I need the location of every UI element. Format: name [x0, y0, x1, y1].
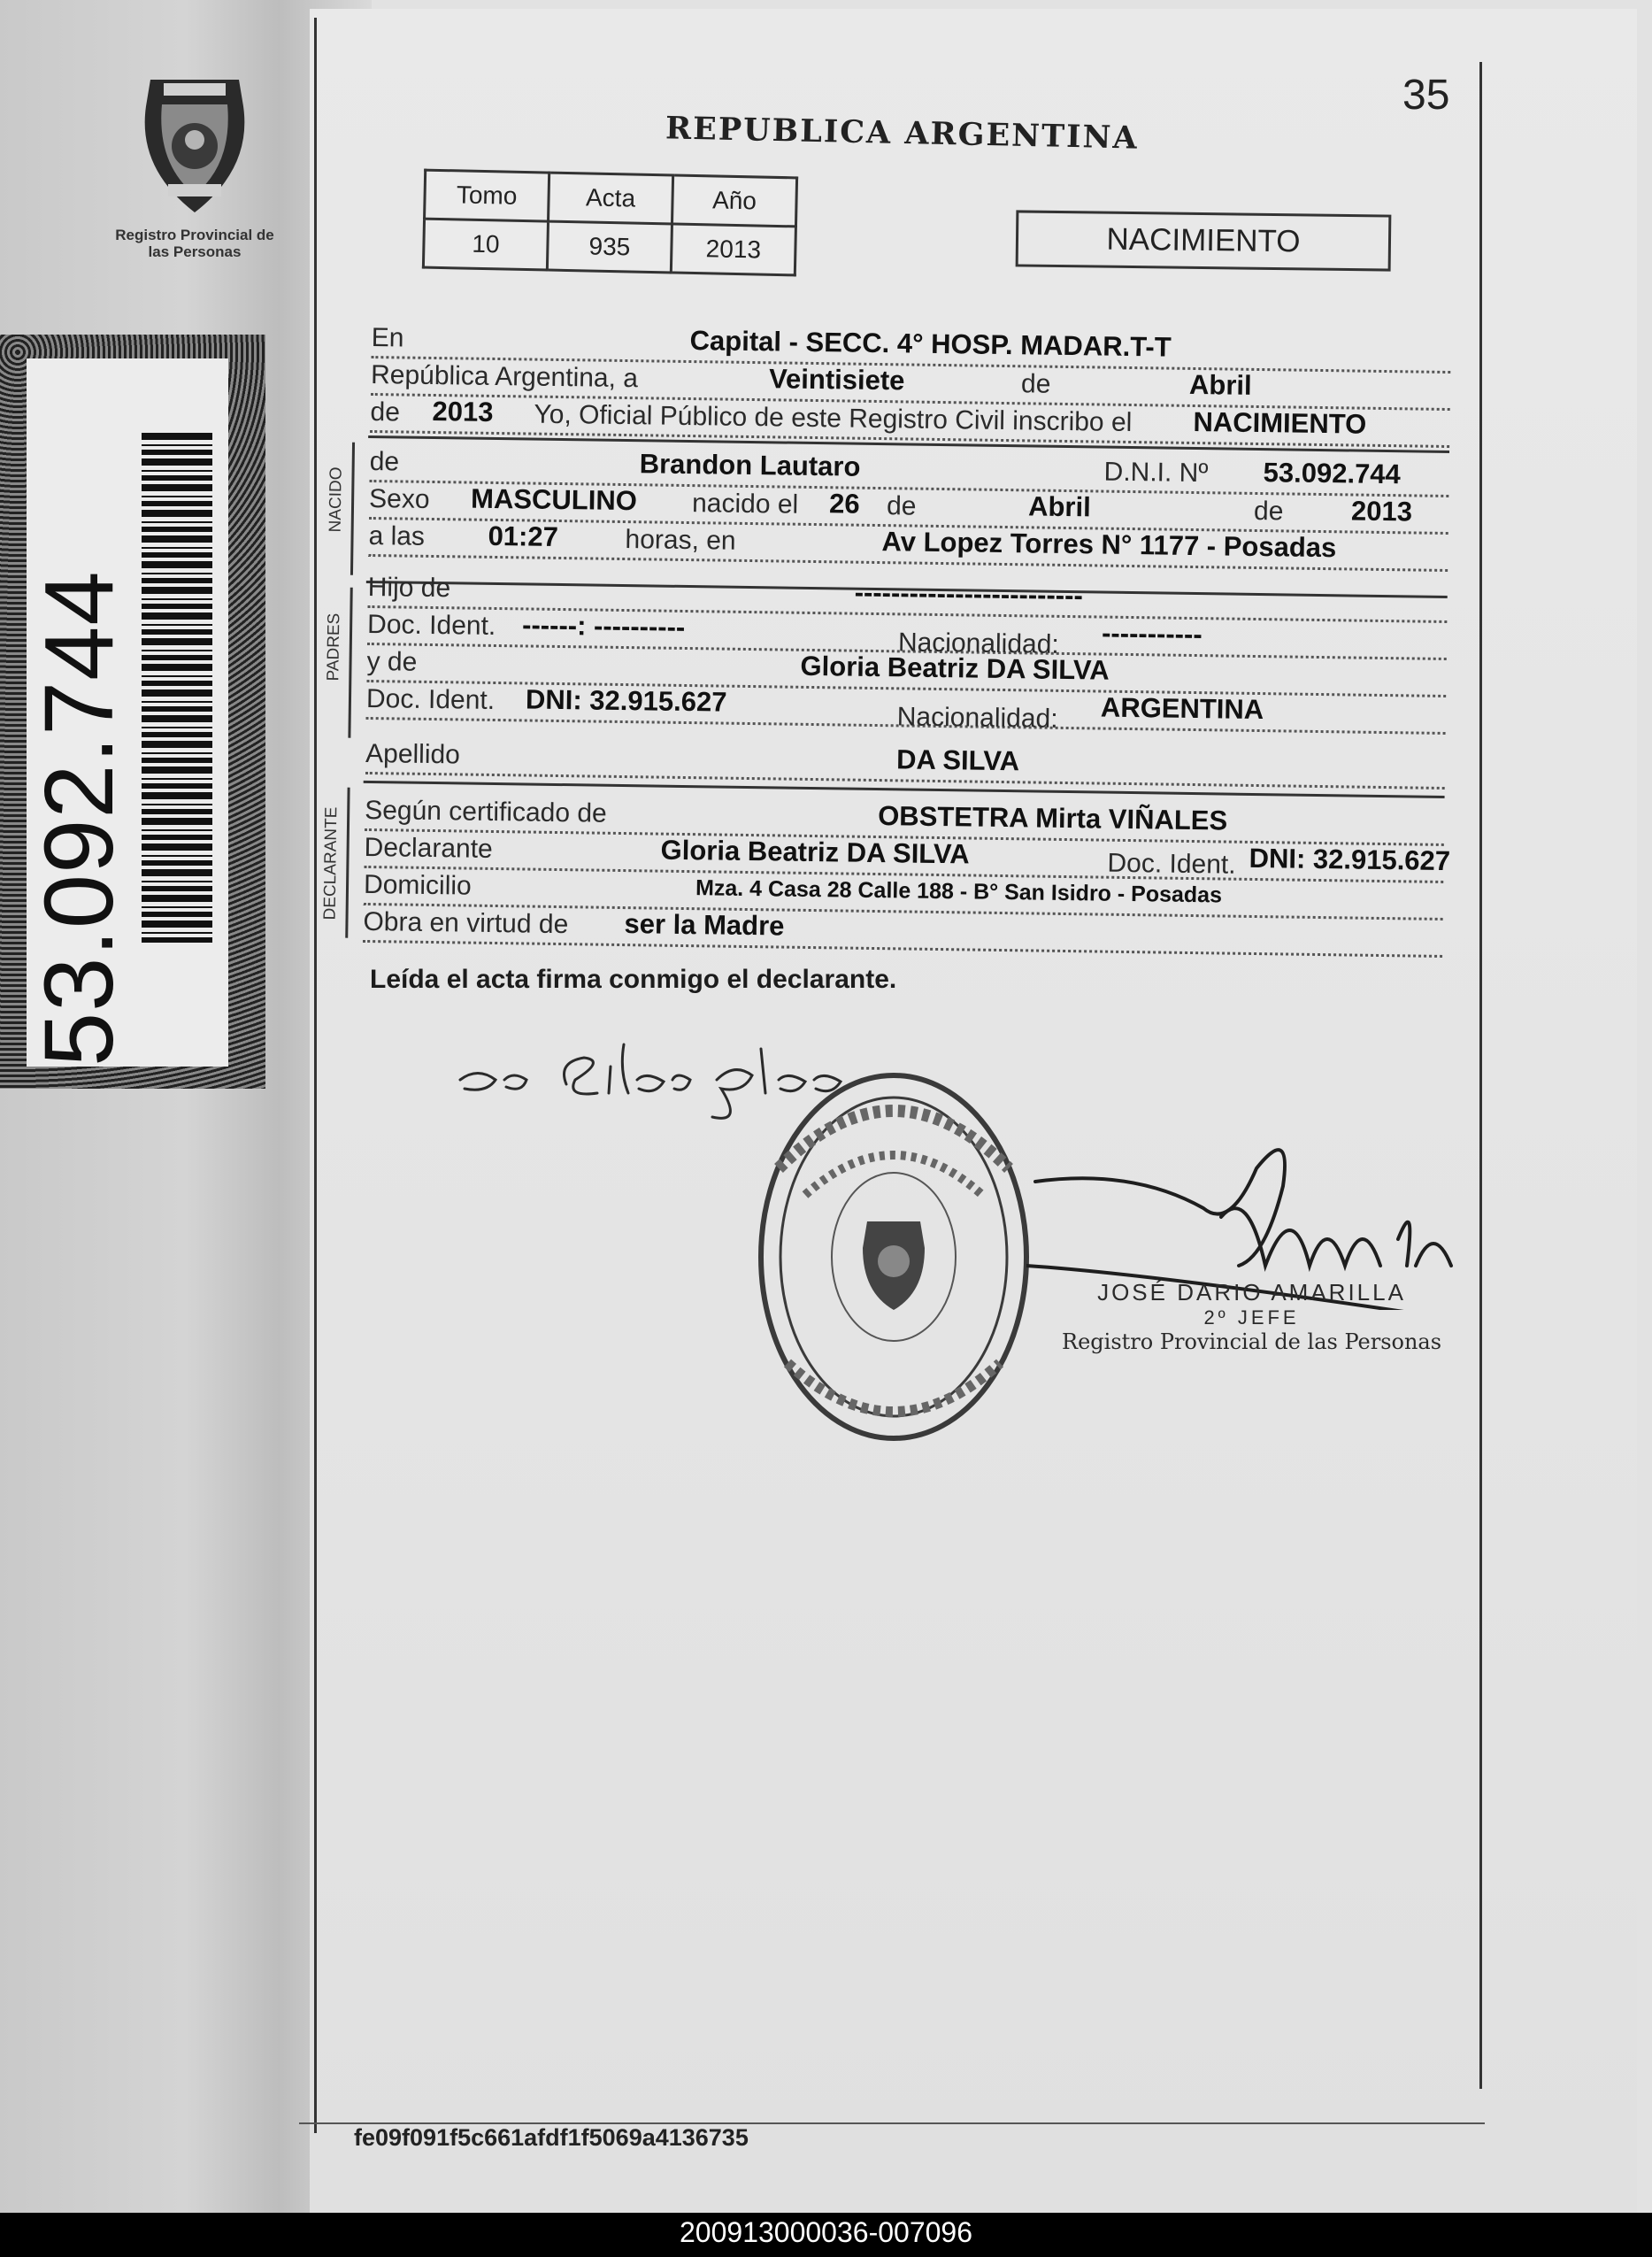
document-hash: fe09f091f5c661afdf1f5069a4136735 [354, 2124, 749, 2151]
line-doc-madre: Doc. Ident. DNI: 32.915.627 Nacionalidad: ARGENTINA [366, 682, 1446, 735]
record-type-box: NACIMIENTO [1016, 210, 1392, 271]
official-seal [752, 1062, 1035, 1452]
field-anio: 2013 [432, 395, 494, 428]
line-hora: a las 01:27 horas, en Av Lopez Torres N° 1177 - Posadas [368, 519, 1448, 572]
barcode-number: 53.092.744 [25, 570, 134, 1067]
official-office: Registro Provincial de las Personas [1062, 1329, 1442, 1354]
line-lugar: En Capital - SECC. 4° HOSP. MADAR.T-T [371, 320, 1450, 374]
official-role: 2º JEFE [1203, 1306, 1300, 1329]
margin-rule-left [314, 18, 317, 2133]
line-fecha: República Argentina, a Veintisiete de Abril [371, 358, 1450, 411]
barcode-bars [142, 429, 212, 943]
official-block [1062, 1279, 1441, 1354]
field-dni: 53.092.744 [1263, 457, 1402, 490]
line-madre: y de Gloria Beatriz DA SILVA [366, 644, 1446, 697]
page-number: 35 [1402, 72, 1450, 119]
field-mes-nac: Abril [1027, 490, 1091, 523]
line-apellido: Apellido DA SILVA [365, 736, 1445, 790]
line-declarante: Declarante Gloria Beatriz DA SILVA Doc. Ident. DNI: 32.915.627 [364, 830, 1443, 883]
document-title: REPUBLICA ARGENTINA [665, 110, 1140, 157]
field-declarante: Gloria Beatriz DA SILVA [660, 834, 970, 870]
field-domicilio: Mza. 4 Casa 28 Calle 188 - B° San Isidro - Posadas [695, 875, 1223, 908]
section-label-padres: PADRES [324, 612, 344, 682]
coat-of-arms-icon [128, 71, 261, 221]
field-obra: ser la Madre [624, 908, 785, 942]
record-table [422, 169, 798, 277]
line-hijo: Hijo de ------------------------- [367, 570, 1447, 623]
line-domicilio: Domicilio Mza. 4 Casa 28 Calle 188 - B° San Isidro - Posadas [364, 867, 1443, 921]
field-anio-nac: 2013 [1350, 495, 1413, 528]
line-inscripcion: de 2013 Yo, Oficial Público de este Registro Civil inscribo el NACIMIENTO [370, 395, 1449, 448]
section-label-nacido: NACIDO [326, 466, 346, 533]
header-anio: Año [672, 175, 796, 227]
field-doc-madre: DNI: 32.915.627 [525, 683, 727, 718]
line-certificado: Según certificado de OBSTETRA Mirta VIÑALES [365, 793, 1444, 846]
field-madre: Gloria Beatriz DA SILVA [800, 650, 1110, 686]
field-lugar-nac: Av Lopez Torres N° 1177 - Posadas [881, 526, 1337, 564]
barcode-label [27, 358, 228, 1067]
logo-caption: Registro Provincial de las Personas [115, 227, 274, 260]
header-tomo: Tomo [425, 170, 549, 221]
field-dia-nac: 26 [828, 488, 860, 520]
registro-logo [106, 71, 283, 274]
line-nombre: de Brandon Lautaro D.N.I. Nº 53.092.744 [369, 444, 1448, 497]
section-label-declarante: DECLARANTE [320, 806, 342, 921]
field-nombre: Brandon Lautaro [639, 448, 861, 482]
margin-rule-right [1479, 62, 1482, 2089]
field-hora: 01:27 [488, 520, 559, 552]
footer-id: 200913000036-007096 [680, 2216, 972, 2248]
field-tipo: NACIMIENTO [1193, 405, 1367, 440]
field-sexo: MASCULINO [470, 482, 638, 517]
field-doc-declarante: DNI: 32.915.627 [1249, 842, 1451, 877]
field-nac-madre: ARGENTINA [1100, 691, 1264, 726]
line-sexo: Sexo MASCULINO nacido el 26 de Abril de 2013 [369, 481, 1448, 535]
field-padre: ------------------------- [854, 576, 1084, 612]
field-apellido: DA SILVA [895, 743, 1020, 777]
line-obra: Obra en virtud de ser la Madre [363, 905, 1442, 958]
official-name: JOSÉ DARIO AMARILLA [1097, 1279, 1406, 1306]
field-mes: Abril [1188, 368, 1252, 401]
value-tomo: 10 [423, 219, 548, 270]
field-dia: Veintisiete [768, 363, 905, 397]
line-doc-padre: Doc. Ident. ------: ---------- Nacionalidad: ----------- [367, 607, 1447, 660]
closing-statement: Leída el acta firma conmigo el declarante. [370, 965, 897, 994]
value-acta: 935 [547, 221, 672, 273]
field-nac-padre: ----------- [1101, 617, 1203, 651]
field-certificado: OBSTETRA Mirta VIÑALES [877, 800, 1228, 836]
field-lugar: Capital - SECC. 4° HOSP. MADAR.T-T [689, 325, 1172, 363]
header-acta: Acta [549, 173, 673, 224]
value-anio: 2013 [671, 224, 795, 275]
field-doc-padre: ------: ---------- [521, 609, 686, 643]
